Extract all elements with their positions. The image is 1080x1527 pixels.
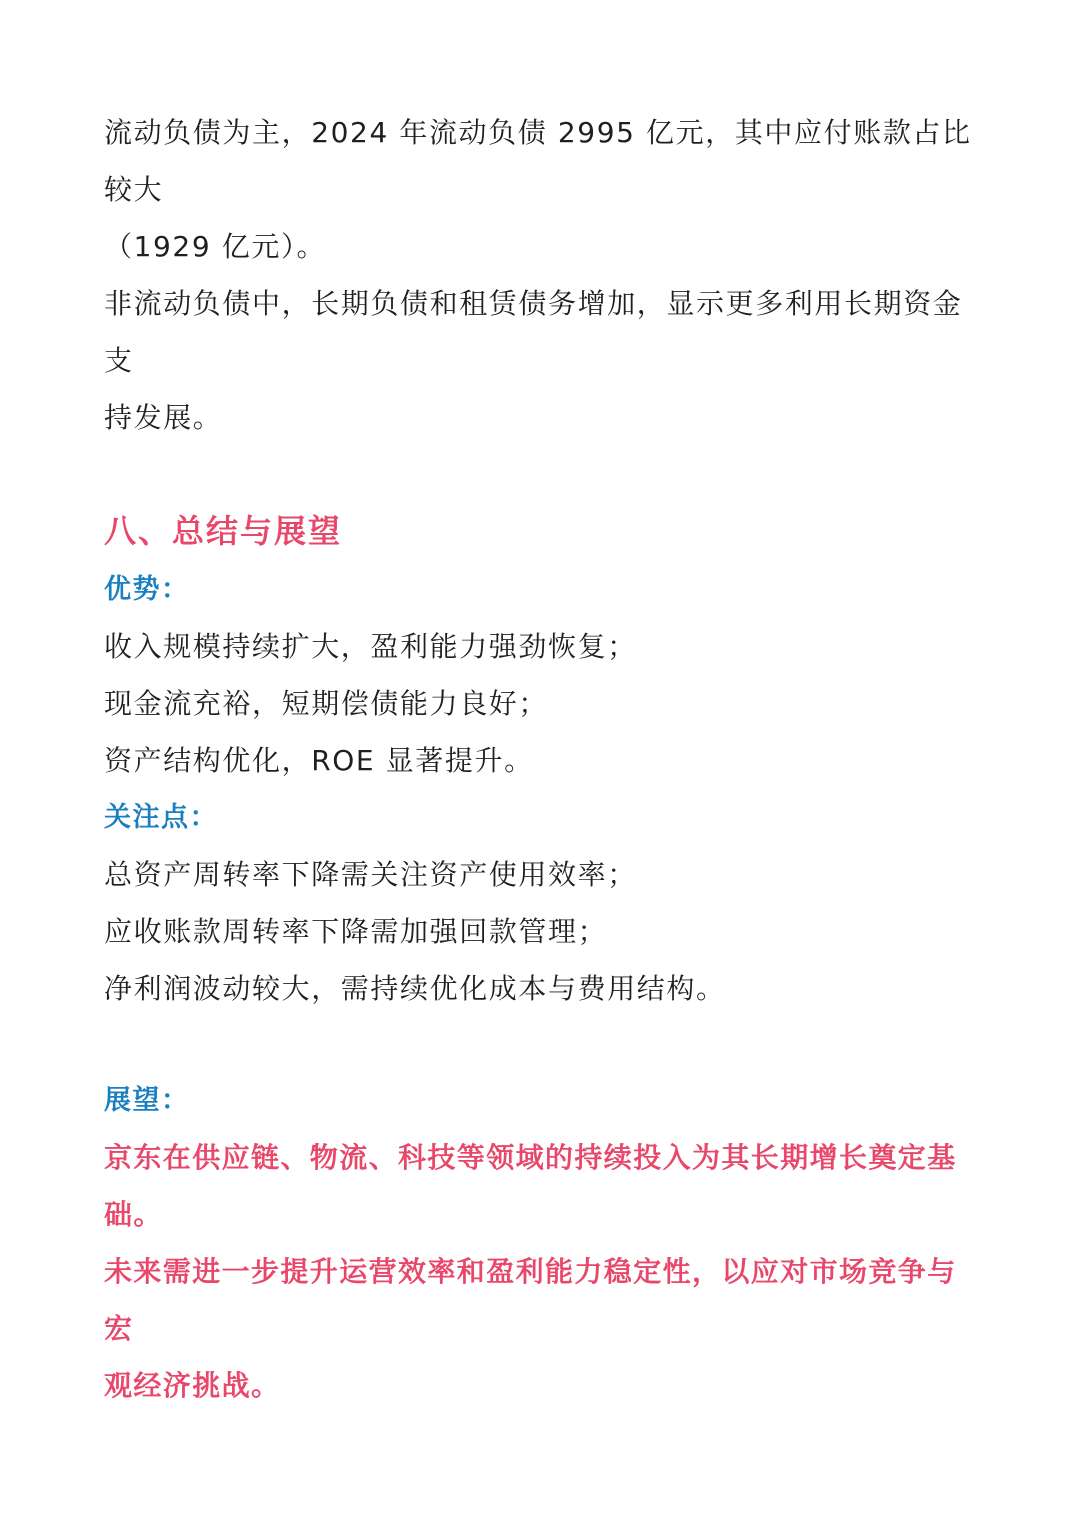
concern-item: 应收账款周转率下降需加强回款管理；: [104, 915, 608, 948]
paragraph-noncurrent-liabilities-cont: 持发展。: [104, 401, 223, 434]
advantages-label: 优势：: [104, 574, 190, 605]
outlook-text: 京东在供应链、物流、科技等领域的持续投入为其长期增长奠定基础。: [104, 1141, 957, 1231]
advantage-item: 资产结构优化，ROE 显著提升。: [104, 744, 534, 777]
outlook-text: 未来需进一步提升运营效率和盈利能力稳定性，以应对市场竞争与宏: [104, 1255, 957, 1345]
concerns-label: 关注点：: [104, 802, 218, 833]
outlook-text: 观经济挑战。: [104, 1369, 281, 1402]
advantage-item: 收入规模持续扩大，盈利能力强劲恢复；: [104, 630, 637, 663]
paragraph-current-liabilities: 流动负债为主，2024 年流动负债 2995 亿元，其中应付账款占比较大: [104, 116, 972, 206]
document-page: [104, 100, 984, 1414]
advantage-item: 现金流充裕，短期偿债能力良好；: [104, 687, 549, 720]
section-heading-summary: 八、总结与展望: [104, 512, 343, 550]
paragraph-accounts-payable: （1929 亿元）。: [104, 230, 327, 263]
outlook-label: 展望：: [104, 1085, 190, 1116]
concern-item: 净利润波动较大，需持续优化成本与费用结构。: [104, 972, 726, 1005]
concern-item: 总资产周转率下降需关注资产使用效率；: [104, 858, 637, 891]
paragraph-noncurrent-liabilities: 非流动负债中，长期负债和租赁债务增加，显示更多利用长期资金支: [104, 287, 963, 377]
